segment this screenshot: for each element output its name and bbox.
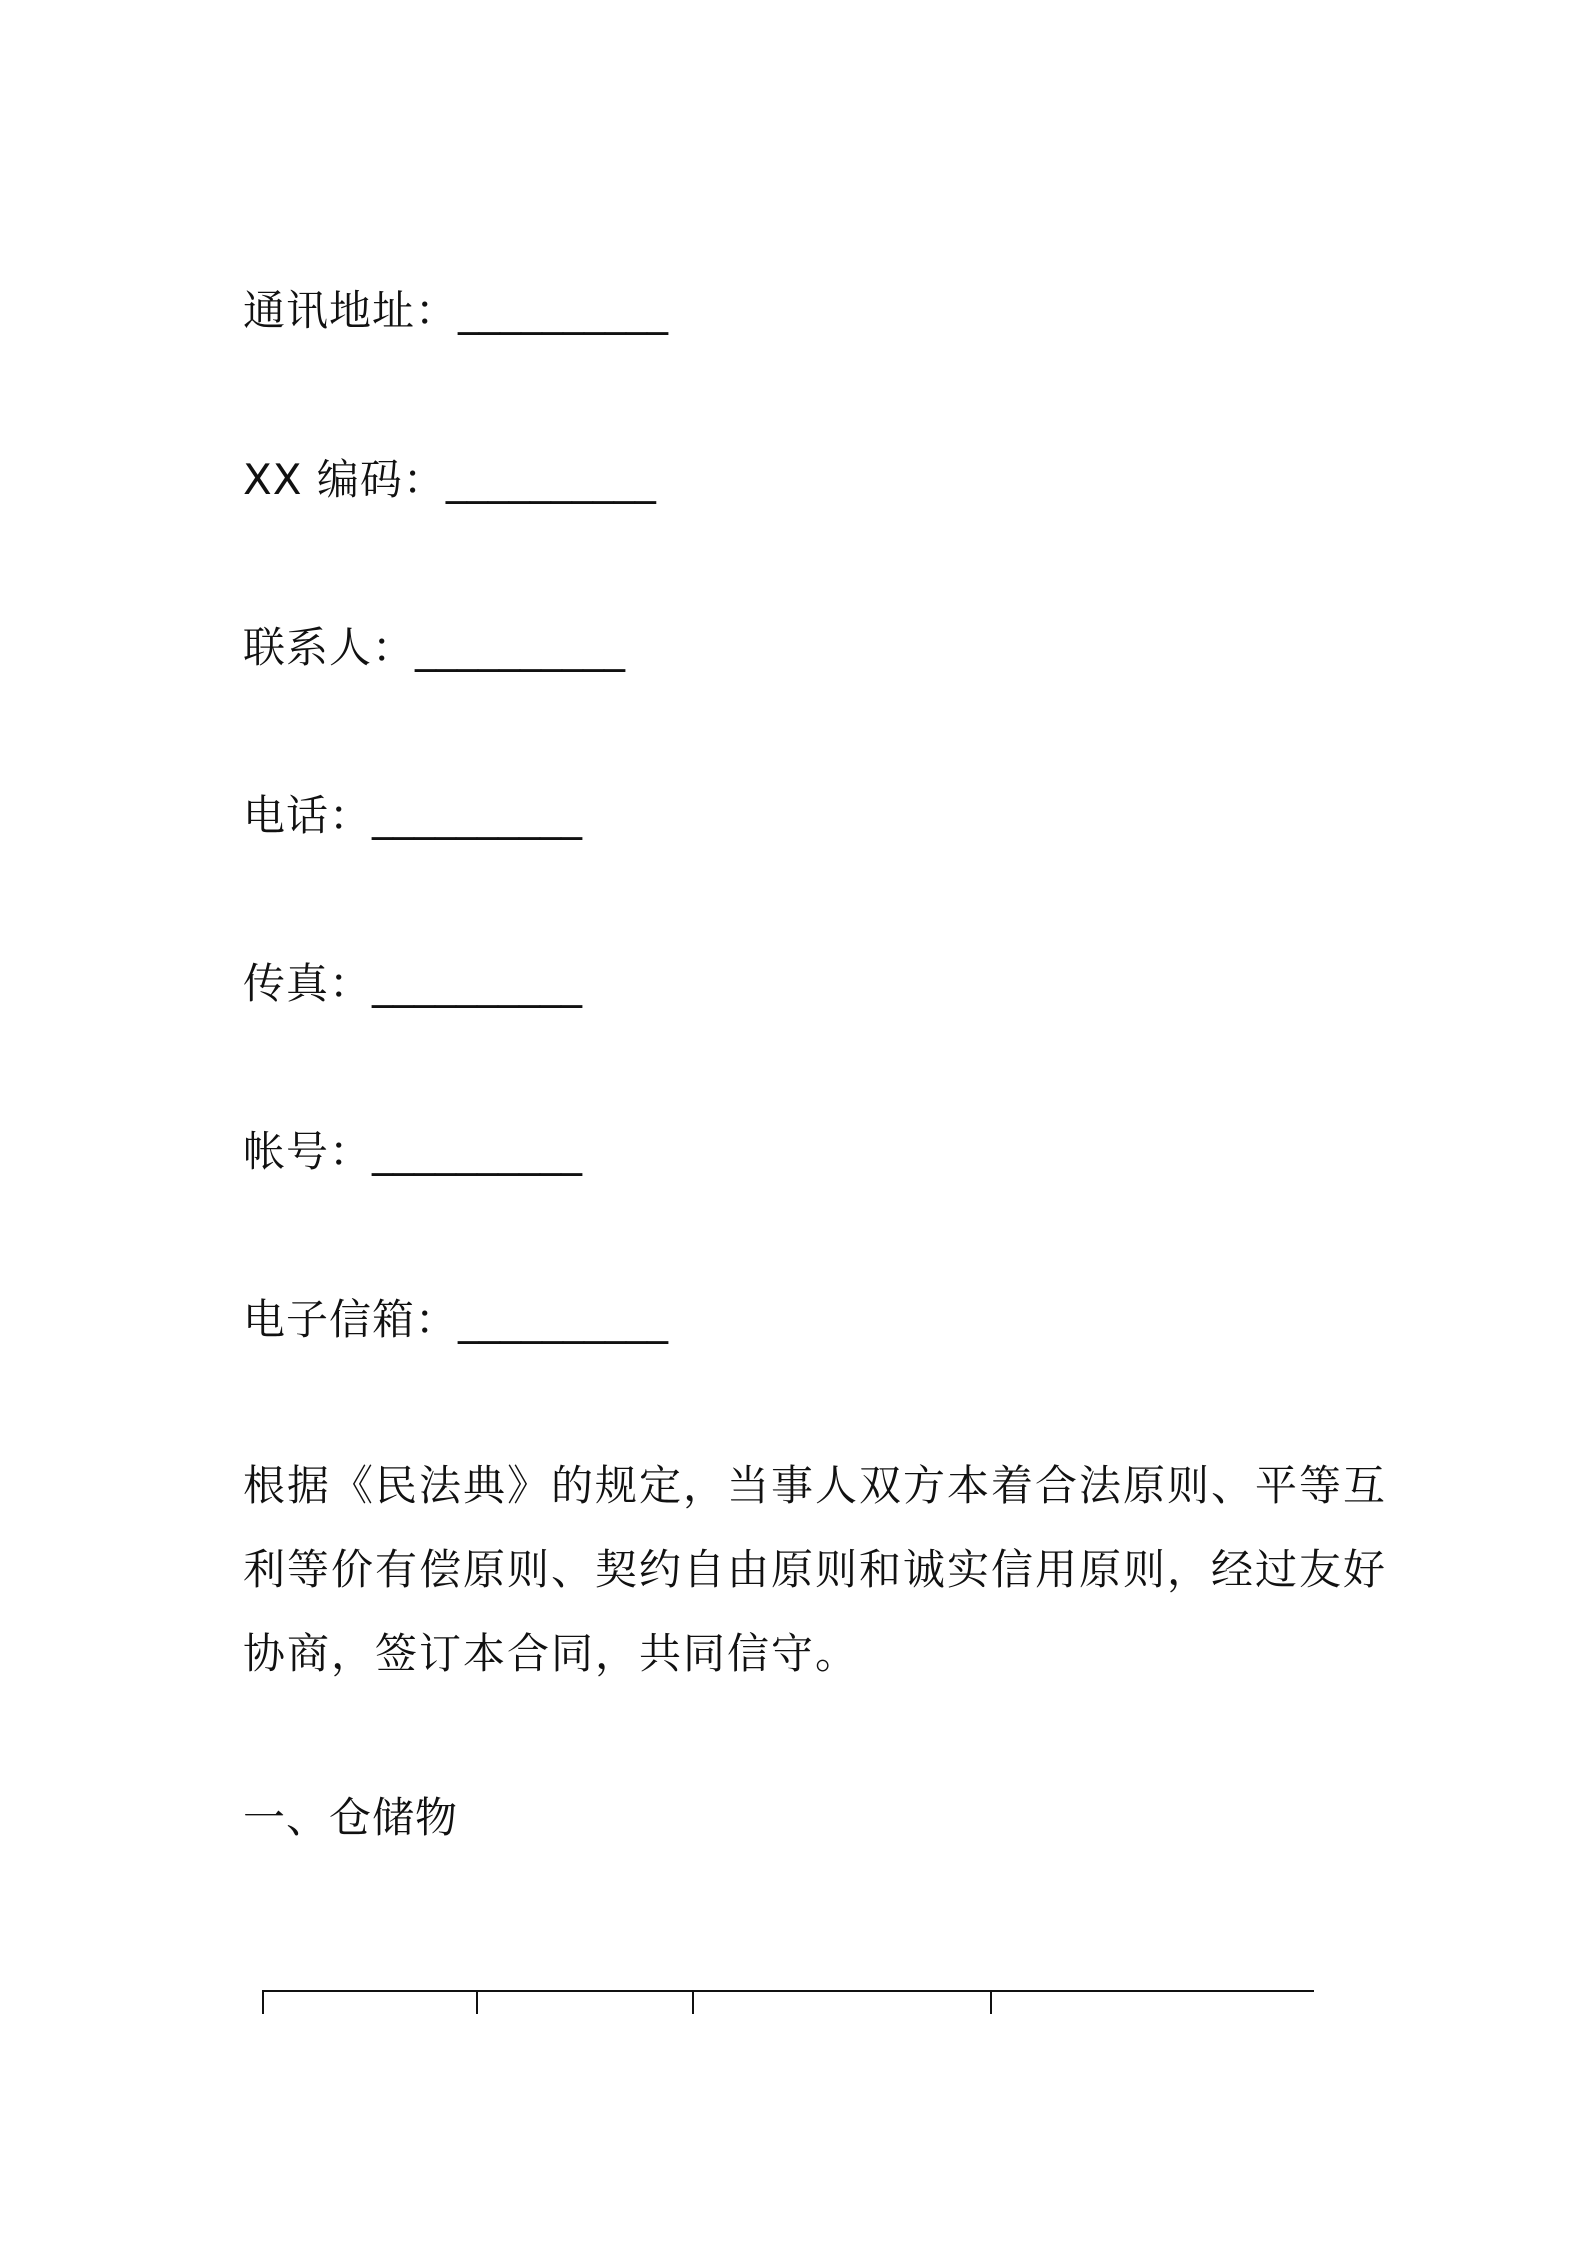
fax-label: 传真：	[243, 959, 373, 1008]
section-title: 一、仓储物	[243, 1793, 459, 1842]
postal-code-field	[243, 452, 656, 508]
contact-person-field	[243, 620, 625, 676]
account-field	[243, 1124, 582, 1180]
phone-label: 电话：	[243, 791, 373, 840]
preamble-line: 利等价有偿原则、契约自由原则和诚实信用原则，经过友好	[243, 1545, 1388, 1594]
preamble-line: 协商，签订本合同，共同信守。	[243, 1629, 860, 1678]
email-blank: __________	[458, 1295, 669, 1344]
postal-code-label: XX 编码：	[243, 455, 446, 504]
table-top-border	[262, 1990, 1314, 2020]
address-label: 通讯地址：	[243, 286, 459, 335]
postal-code-blank: __________	[445, 455, 656, 504]
table-column-divider	[692, 1990, 694, 2014]
preamble-paragraph	[243, 1444, 1388, 1696]
contact-person-label: 联系人：	[243, 623, 416, 672]
contact-person-blank: __________	[415, 623, 626, 672]
table-top-line	[262, 1990, 1314, 1992]
address-blank: __________	[458, 286, 669, 335]
table-column-divider	[990, 1990, 992, 2014]
phone-field	[243, 788, 582, 844]
table-column-divider	[262, 1990, 264, 2014]
fax-field	[243, 956, 582, 1012]
address-field	[243, 283, 668, 339]
account-blank: __________	[372, 1127, 583, 1176]
email-label: 电子信箱：	[243, 1295, 459, 1344]
table-column-divider	[476, 1990, 478, 2014]
phone-blank: __________	[372, 791, 583, 840]
fax-blank: __________	[372, 959, 583, 1008]
account-label: 帐号：	[243, 1127, 373, 1176]
email-field	[243, 1292, 668, 1348]
preamble-line: 根据《民法典》的规定，当事人双方本着合法原则、平等互	[243, 1461, 1388, 1510]
